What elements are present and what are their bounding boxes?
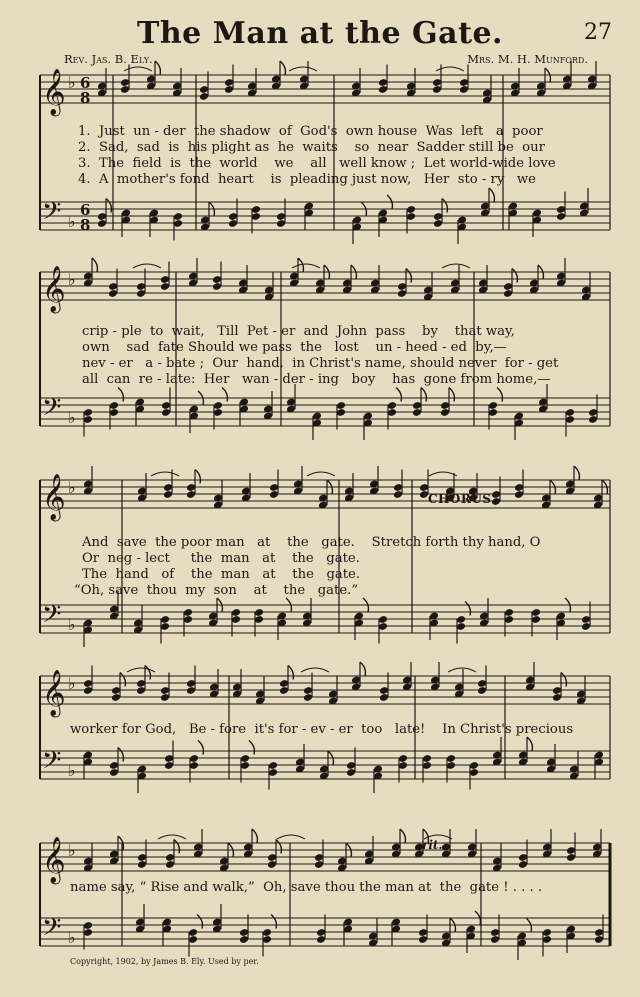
slur [277,835,305,839]
flat-sign-icon: ♭ [68,841,76,860]
note-flag [92,258,97,272]
lyric-line: crip - ple to wait, Till Pet - er and John pass by that way, [82,324,515,339]
note-flag [406,269,411,283]
verse-lines-system-2 [0,324,640,399]
flat-sign-icon: ♭ [68,270,76,289]
note-flag [197,915,202,929]
time-signature: 8 [80,216,91,234]
page-number: 27 [584,20,612,45]
slur [133,264,161,268]
note-flag [195,470,200,484]
lyric-line: own sad fate Should we pass the lost un - heed - ed by,— [82,340,507,355]
slur [307,472,335,476]
lyric-line: nev - er a - bate ; Our hand, in Christ's name, should never for - get [82,356,559,371]
bass-clef-icon: 𝄢 [42,600,62,635]
note-flag [276,840,281,854]
slur [442,264,470,268]
flat-sign-icon: ♭ [68,73,76,92]
verse-lines-system-3 [0,535,640,610]
flat-sign-icon: ♭ [68,761,76,780]
lyric-line: 1. Just un - der the shadow of God's own house Was left a poor [78,124,543,139]
slur [301,668,329,672]
slur [292,264,320,268]
bass-clef-icon: 𝄢 [42,746,62,781]
lyricist-credit: Rev. Jas. B. Ely. [64,52,153,66]
lyric-line: 4. A mother's fond heart is pleading just now, Her sto - ry we [78,172,536,187]
verse-lines-system-1 [0,124,640,199]
lyric-line: 3. The field is the world we all well know ; Let world-wide love [78,156,556,171]
flat-sign-icon: ♭ [68,408,76,427]
lyric-line: “Oh, save thou my son at the gate.” [74,583,359,598]
note-flag [280,61,285,75]
chorus-lyrics-1 [0,722,640,752]
time-signature: 6 [80,74,91,92]
lyric-line: The hand of the man at the gate. [82,567,361,582]
note-flag [288,666,293,680]
note-flag [271,915,276,929]
note-flag [561,673,566,687]
slur [124,67,152,71]
lyric-line: 2. Sad, sad is his plight as he waits so near Sadder still be our [78,140,545,155]
lyric-line: Or neg - lect the man at the gate. [82,551,360,566]
lyric-line: name say, “ Rise and walk,” Oh, save thou the man at the gate ! . . . . [70,880,543,895]
flat-sign-icon: ♭ [68,674,76,693]
lyric-line: worker for God, Be - fore it's for - ev - er too late! In Christ's precious [70,722,574,737]
flat-sign-icon: ♭ [68,212,76,231]
chorus-label: CHORUS. [428,492,496,506]
bass-clef-icon: 𝄢 [42,393,62,428]
slur [429,472,457,476]
note-flag [512,269,517,283]
flat-sign-icon: ♭ [68,478,76,497]
copyright-notice: Copyright, 1902, by James B. Ely. Used by per. [70,957,259,966]
treble-clef-icon: 𝄞 [42,670,66,716]
slur [289,67,317,71]
slur [151,472,179,476]
slur [448,668,476,672]
slur [436,67,464,71]
composer-credit: Mrs. M. H. Munford. [467,52,588,66]
note-flag [400,829,405,843]
treble-clef-icon: 𝄞 [42,474,66,520]
slur [127,668,155,672]
lyric-line: all can re - late: Her wan - der - ing boy has gone from home,— [82,372,551,387]
slur [158,835,186,839]
treble-clef-icon: 𝄞 [42,69,66,115]
note-flag [174,840,179,854]
note-flag [120,673,125,687]
note-flag [145,666,150,680]
ritardando-mark: rit. [422,838,443,852]
treble-clef-icon: 𝄞 [42,837,66,883]
note-flag [106,199,111,213]
bass-clef-icon: 𝄢 [42,913,62,948]
note-flag [252,829,257,843]
note-flag [155,61,160,75]
bass-clef-icon: 𝄢 [42,197,62,232]
time-signature: 6 [80,201,91,219]
chorus-lyrics-2 [0,880,640,910]
treble-clef-icon: 𝄞 [42,266,66,312]
note-flag [574,466,579,480]
note-flag [360,662,365,676]
note-flag [442,199,447,213]
flat-sign-icon: ♭ [68,615,76,634]
flat-sign-icon: ♭ [68,928,76,947]
hymn-title: The Man at the Gate. [137,16,503,51]
lyric-line: And save the poor man at the gate. Stretch forth thy hand, O [82,535,541,550]
time-signature: 8 [80,89,91,107]
